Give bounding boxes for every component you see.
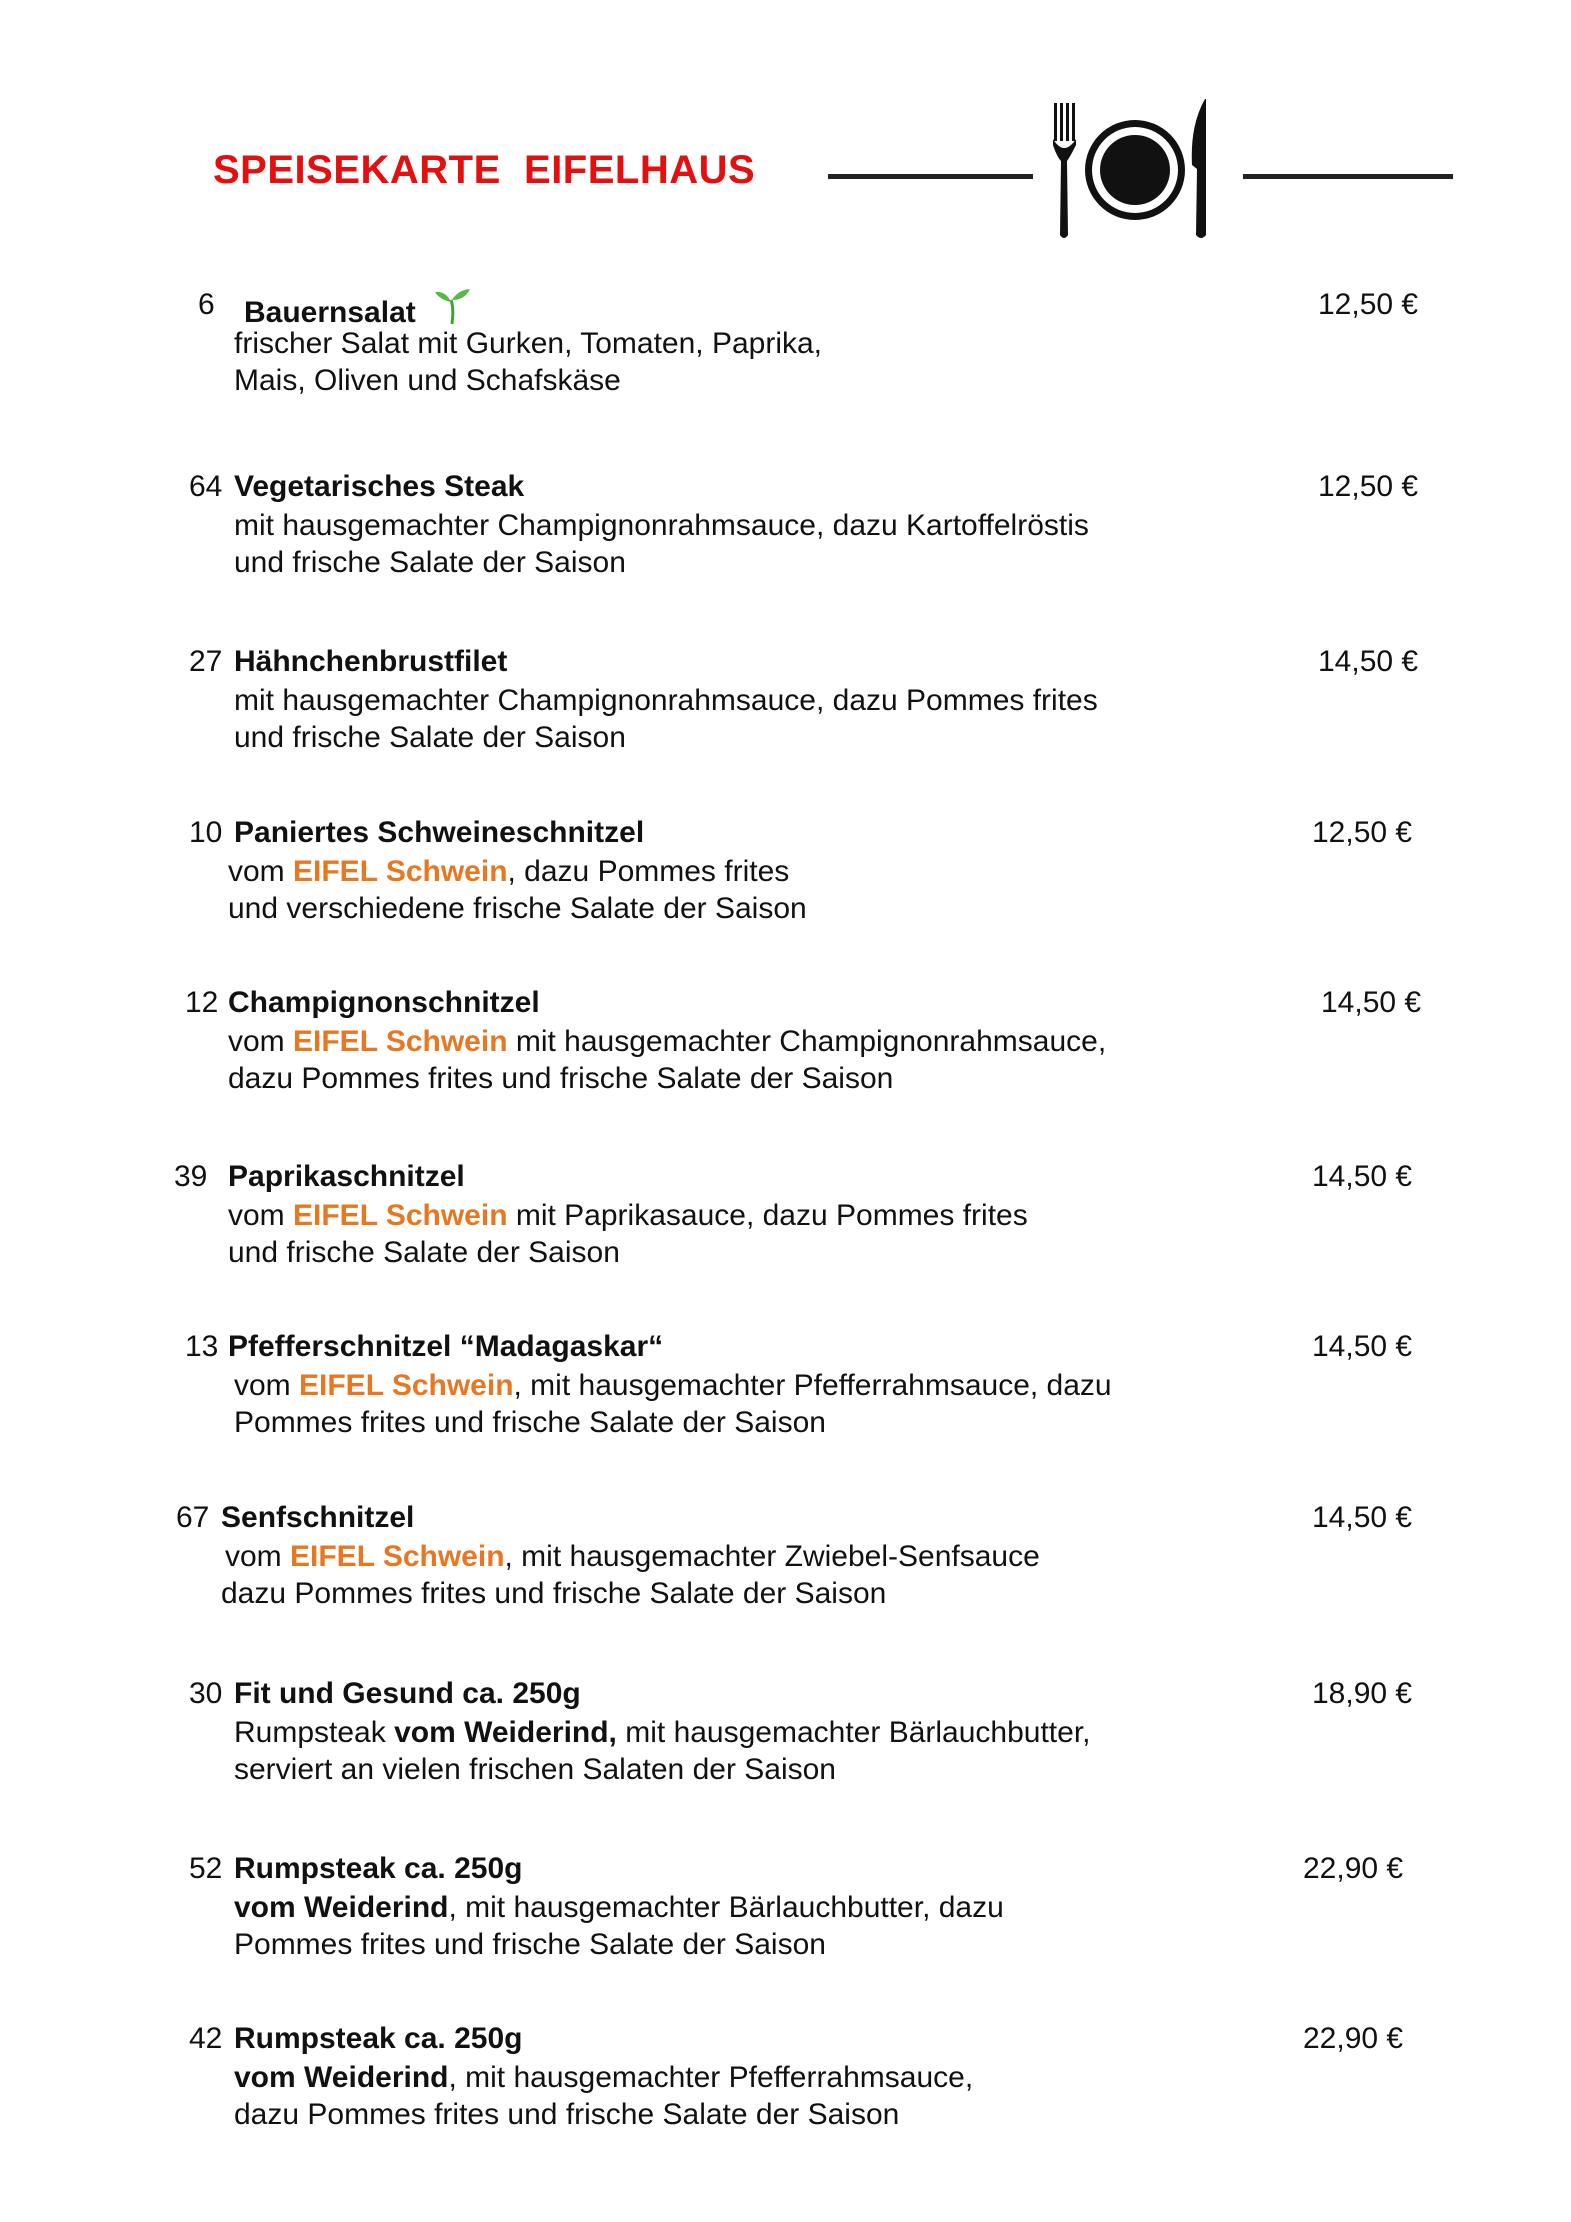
item-price: 12,50 € <box>1318 288 1419 321</box>
item-name: Rumpsteak ca. 250g <box>234 1852 523 1885</box>
item-number: 6 <box>198 288 215 321</box>
item-name: Senfschnitzel <box>221 1501 415 1534</box>
fork-plate-knife-icon <box>1040 95 1230 245</box>
item-number: 67 <box>176 1501 210 1534</box>
item-price: 22,90 € <box>1303 1852 1404 1885</box>
item-description: vom Weiderind, mit hausgemachter Bärlauchbutter, dazu Pommes frites und frische Salate der Saison <box>234 1891 1004 1961</box>
item-number: 12 <box>185 986 219 1019</box>
item-description: mit hausgemachter Champignonrahmsauce, dazu Kartoffelröstis und frische Salate der Saison <box>234 509 1089 579</box>
item-description: frischer Salat mit Gurken, Tomaten, Paprika, Mais, Oliven und Schafskäse <box>234 327 823 397</box>
eifel-schwein-highlight: EIFEL Schwein <box>293 1025 508 1058</box>
item-number: 30 <box>189 1677 223 1710</box>
item-description: vom EIFEL Schwein mit Paprikasauce, dazu Pommes frites und frische Salate der Saison <box>228 1199 1028 1269</box>
item-name: Pfefferschnitzel “Madagaskar“ <box>228 1330 664 1363</box>
header-rule-left <box>828 174 1033 179</box>
item-name: Rumpsteak ca. 250g <box>234 2022 523 2055</box>
item-description: mit hausgemachter Champignonrahmsauce, dazu Pommes frites und frische Salate der Saison <box>234 684 1098 754</box>
item-description: Rumpsteak vom Weiderind, mit hausgemachter Bärlauchbutter, serviert an vielen frischen Salaten der Saison <box>234 1716 1091 1786</box>
item-number: 39 <box>174 1160 208 1193</box>
item-price: 14,50 € <box>1312 1330 1413 1363</box>
item-description: vom EIFEL Schwein, mit hausgemachter Pfefferrahmsauce, dazu Pommes frites und frische Salate der Saison <box>234 1369 1112 1439</box>
item-name: Paprikaschnitzel <box>228 1160 465 1193</box>
item-name: Vegetarisches Steak <box>234 470 525 503</box>
item-price: 14,50 € <box>1321 986 1422 1019</box>
item-number: 64 <box>189 470 223 503</box>
item-name: Bauernsalat <box>244 288 472 330</box>
eifel-schwein-highlight: EIFEL Schwein <box>299 1369 514 1402</box>
item-description: vom EIFEL Schwein mit hausgemachter Champignonrahmsauce, dazu Pommes frites und frische Salate der Saison <box>228 1025 1107 1095</box>
item-number: 52 <box>189 1852 223 1885</box>
eifel-schwein-highlight: EIFEL Schwein <box>293 1199 508 1232</box>
vegetarian-sprout-icon <box>432 288 472 326</box>
item-name: Champignonschnitzel <box>228 986 540 1019</box>
item-price: 14,50 € <box>1312 1501 1413 1534</box>
item-number: 13 <box>185 1330 219 1363</box>
item-description: vom EIFEL Schwein, dazu Pommes frites und verschiedene frische Salate der Saison <box>228 855 807 925</box>
item-price: 14,50 € <box>1318 645 1419 678</box>
item-description: vom EIFEL Schwein, mit hausgemachter Zwiebel-Senfsauce dazu Pommes frites und frische Salate der Saison <box>221 1540 1040 1610</box>
item-price: 14,50 € <box>1312 1160 1413 1193</box>
item-number: 42 <box>189 2022 223 2055</box>
item-number: 27 <box>189 645 223 678</box>
item-price: 12,50 € <box>1312 816 1413 849</box>
item-price: 18,90 € <box>1312 1677 1413 1710</box>
eifel-schwein-highlight: EIFEL Schwein <box>293 855 508 888</box>
item-price: 12,50 € <box>1318 470 1419 503</box>
item-name: Paniertes Schweineschnitzel <box>234 816 645 849</box>
header-rule-right <box>1243 174 1453 179</box>
eifel-schwein-highlight: EIFEL Schwein <box>290 1540 505 1573</box>
item-description: vom Weiderind, mit hausgemachter Pfefferrahmsauce, dazu Pommes frites und frische Salate der Saison <box>234 2061 974 2131</box>
item-name: Hähnchenbrustfilet <box>234 645 508 678</box>
item-number: 10 <box>189 816 223 849</box>
menu-title: SPEISEKARTE EIFELHAUS <box>213 148 756 192</box>
item-price: 22,90 € <box>1303 2022 1404 2055</box>
item-name: Fit und Gesund ca. 250g <box>234 1677 581 1710</box>
